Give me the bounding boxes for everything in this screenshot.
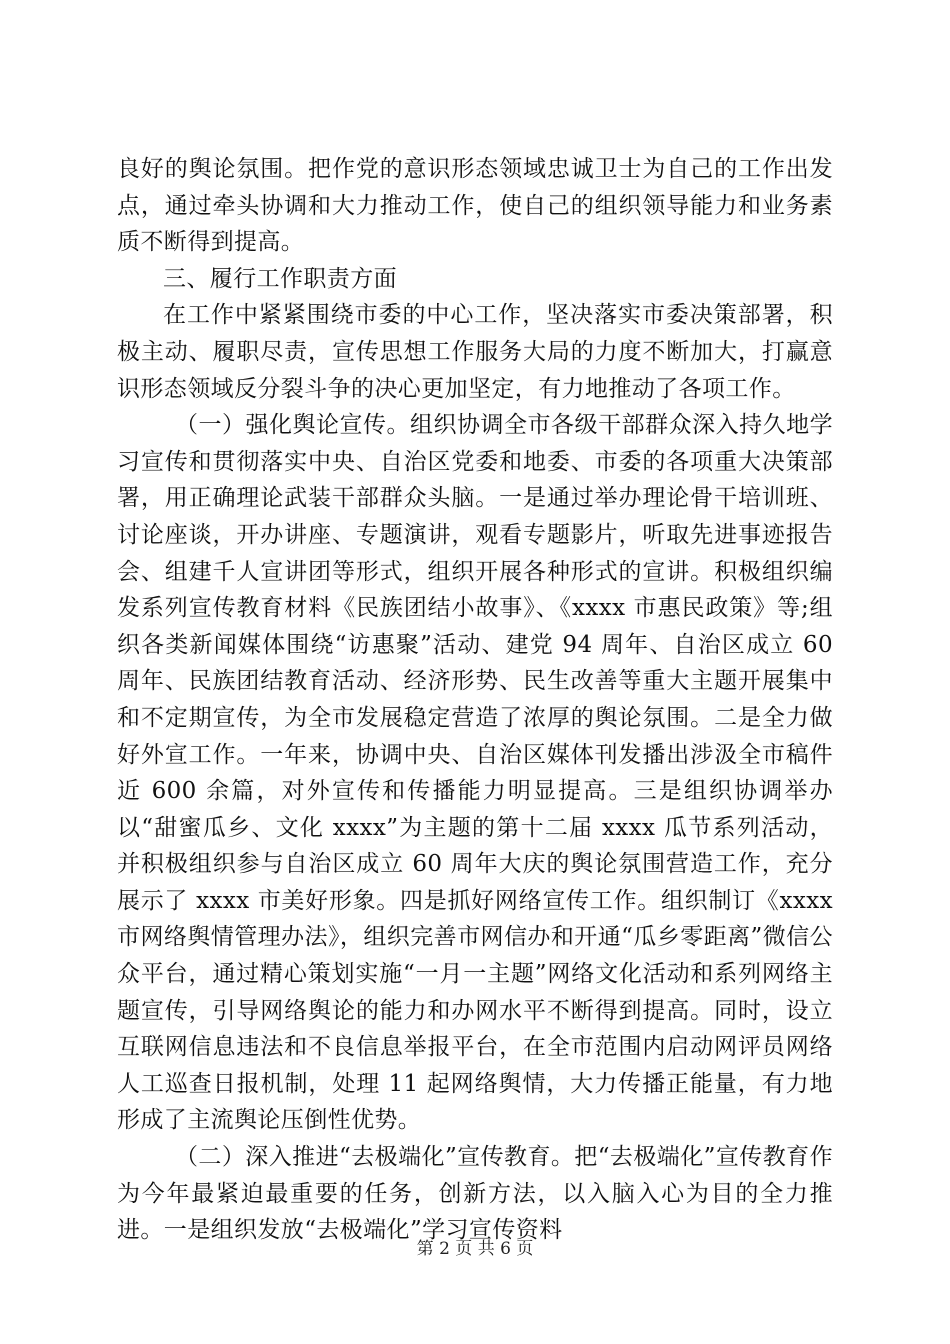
page-footer: 第 2 页 共 6 页 [416,1239,534,1259]
paragraph-continuation: 良好的舆论氛围。把作党的意识形态领域忠诚卫士为自己的工作出发点，通过牵头协调和大力推动工作，使自己的组织领导能力和业务素质不断得到提高。 [117,156,833,256]
section-heading: 三、履行工作职责方面 [163,265,397,292]
paragraph-intro: 在工作中紧紧围绕市委的中心工作，坚决落实市委决策部署，积极主动、履职尽责，宣传思想工作服务大局的力度不断加大，打赢意识形态领域反分裂斗争的决心更加坚定，有力地推动了各项工作。 [117,302,833,402]
document-body [117,151,833,1249]
paragraph-publicity: （一）强化舆论宣传。组织协调全市各级干部群众深入持久地学习宣传和贯彻落实中央、自治区党委和地委、市委的各项重大决策部署，用正确理论武装干部群众头脑。一是通过举办理论骨干培训班、讨论座谈，开办讲座、专题演讲，观看专题影片，听取先进事迹报告会、组建千人宣讲团等形式，组织开展各种形式的宣讲。积极组织编发系列宣传教育材料《民族团结小故事》、《xxxx 市惠民政策》等;组织各类新闻媒体围绕“访惠聚”活动、建党 94 周年、自治区成立 60 周年、民族团结教育活动、经济形势、民生改善等重大主题开展集中和不定期宣传，为全市发展稳定营造了浓厚的舆论氛围。二是全力做好外宣工作。一年来，协调中央、自治区媒体刊发播出涉汲全市稿件近 600 余篇，对外宣传和传播能力明显提高。三是组织协调举办以“甜蜜瓜乡、文化 xxxx”为主题的第十二届 xxxx 瓜节系列活动，并积极组织参与自治区成立 60 周年大庆的舆论氛围营造工作，充分展示了 xxxx 市美好形象。四是抓好网络宣传工作。组织制订《xxxx 市网络舆情管理办法》，组织完善市网信办和开通“瓜乡零距离”微信公众平台，通过精心策划实施“一月一主题”网络文化活动和系列网络主题宣传，引导网络舆论的能力和办网水平不断得到提高。同时，设立互联网信息违法和不良信息举报平台，在全市范围内启动网评员网络人工巡查日报机制，处理 11 起网络舆情，大力传播正能量，有力地形成了主流舆论压倒性优势。 [117,412,833,1134]
paragraph-deradicalization: （二）深入推进“去极端化”宣传教育。把“去极端化”宣传教育作为今年最紧迫最重要的任务，创新方法，以入脑入心为目的全力推进。一是组织发放“去极端化”学习宣传资料 [117,1144,833,1244]
